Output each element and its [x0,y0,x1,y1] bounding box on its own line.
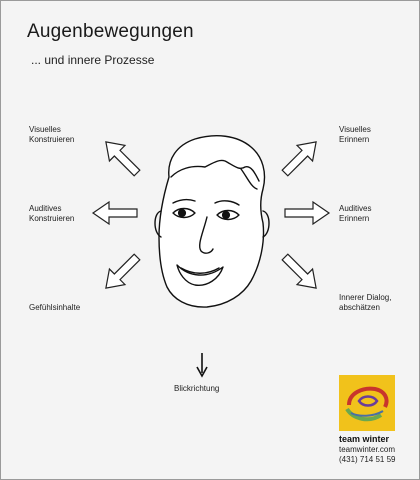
brand-phone: (431) 714 51 59 [339,455,396,464]
arrow-down-right-icon [277,249,324,296]
arrow-left-icon [93,202,137,224]
label-feelings: Gefühlsinhalte [29,303,81,312]
label-visual-construct: Visuelles Konstruieren [29,125,75,144]
arrow-down-icon [197,353,207,376]
label-auditory-construct: Auditives Konstruieren [29,204,75,223]
label-gaze-direction: Blickrichtung [174,384,220,393]
page-title: Augenbewegungen [27,21,194,42]
brand-url[interactable]: teamwinter.com [339,445,396,454]
arrow-right-icon [285,202,329,224]
team-winter-logo [339,375,395,431]
label-inner-dialog: Innerer Dialog, abschätzen [339,293,392,312]
page-subtitle: ... und innere Prozesse [31,53,155,67]
face-drawing [155,136,269,307]
brand-name: team winter [339,434,390,444]
label-auditory-remember: Auditives Erinnern [339,204,372,223]
arrow-up-right-icon [277,134,324,181]
label-visual-remember: Visuelles Erinnern [339,125,371,144]
arrow-up-left-icon [98,134,145,181]
arrow-down-left-icon [98,249,145,296]
